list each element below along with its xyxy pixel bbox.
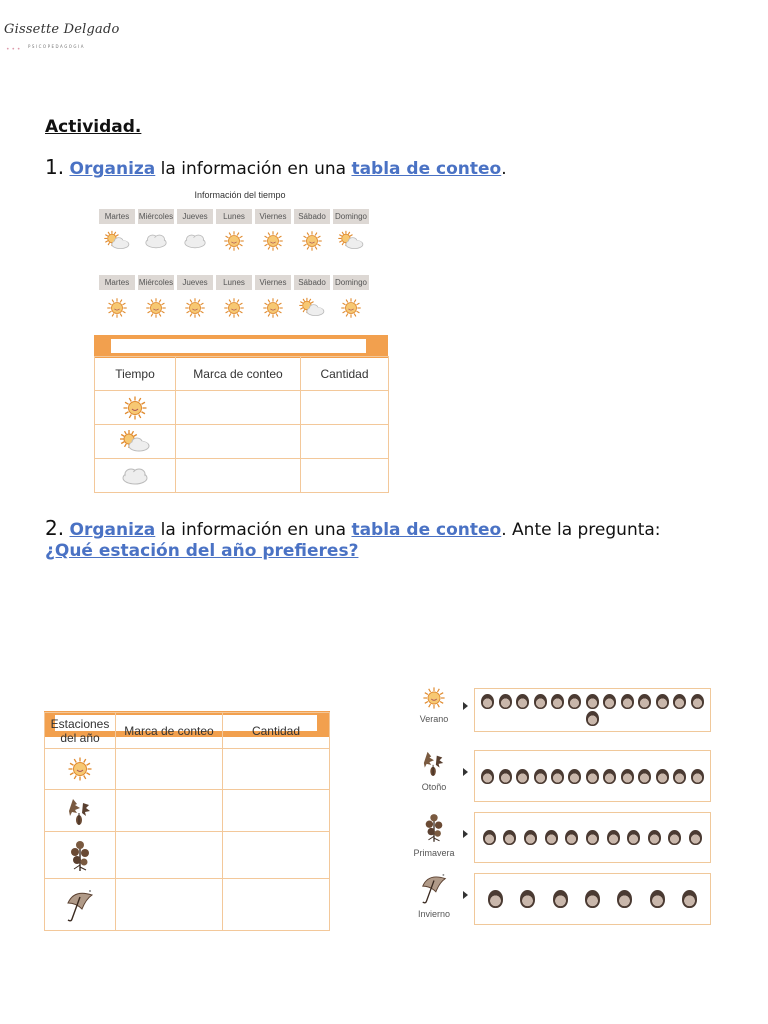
child-face — [481, 769, 494, 784]
sun-icon — [99, 295, 135, 321]
child-face — [520, 890, 535, 908]
sun-icon — [177, 295, 213, 321]
day-label: Domingo — [333, 209, 369, 224]
table2-count-cell[interactable] — [223, 790, 330, 832]
instruction-text-end: . Ante la pregunta: — [501, 520, 661, 540]
week2-icons — [99, 295, 369, 321]
table1 — [94, 356, 389, 493]
arrow-icon — [463, 768, 468, 776]
child-face — [488, 890, 503, 908]
season-label: Otoño — [421, 782, 447, 792]
week1-icons — [99, 228, 369, 254]
instruction-text: la información en una — [155, 520, 352, 540]
child-face — [565, 830, 578, 845]
child-face — [481, 694, 494, 709]
table2-tally-cell[interactable] — [116, 832, 223, 879]
child-face — [607, 830, 620, 845]
table1-tally-cell[interactable] — [176, 459, 301, 493]
child-face — [516, 694, 529, 709]
table1-count-cell[interactable] — [301, 459, 389, 493]
day-label: Lunes — [216, 209, 252, 224]
day-label: Miércoles — [138, 275, 174, 290]
sun-icon — [138, 295, 174, 321]
cloud-icon — [138, 228, 174, 254]
child-face — [648, 830, 661, 845]
season-label: Verano — [419, 714, 449, 724]
table2-tally-cell[interactable] — [116, 790, 223, 832]
logo-subtitle: PSICOPEDAGOGIA — [28, 44, 85, 49]
umbrella-icon — [45, 879, 115, 930]
season-question-link[interactable]: ¿Qué estación del año prefieres? — [45, 541, 359, 561]
table1-row-cloud — [95, 459, 176, 493]
sun-icon — [255, 228, 291, 254]
table1-header-tiempo: Tiempo — [95, 357, 176, 391]
child-face — [691, 694, 704, 709]
child-face — [673, 694, 686, 709]
child-face — [656, 694, 669, 709]
table2-count-cell[interactable] — [223, 879, 330, 931]
table2-row-spring — [45, 832, 116, 879]
child-face — [603, 694, 616, 709]
child-face — [545, 830, 558, 845]
child-face — [483, 830, 496, 845]
activity-heading: Actividad. — [45, 117, 142, 137]
instruction-text: la información en una — [155, 159, 352, 179]
season-invierno — [414, 871, 454, 919]
table2 — [44, 712, 330, 931]
sun-cloud-icon — [333, 228, 369, 254]
child-face — [586, 769, 599, 784]
child-face — [673, 769, 686, 784]
sun-icon — [255, 295, 291, 321]
child-face — [586, 830, 599, 845]
child-face — [551, 769, 564, 784]
cloud-icon — [95, 459, 175, 492]
sun-icon — [422, 686, 446, 714]
day-label: Martes — [99, 275, 135, 290]
child-face — [586, 694, 599, 709]
weather-info-title: Información del tiempo — [194, 190, 286, 200]
child-face — [568, 769, 581, 784]
faces-box — [474, 688, 711, 732]
table2-count-cell[interactable] — [223, 749, 330, 790]
child-face — [503, 830, 516, 845]
spring-flower-icon — [45, 832, 115, 878]
child-face — [534, 769, 547, 784]
table1-count-cell[interactable] — [301, 391, 389, 425]
child-face — [682, 890, 697, 908]
instruction-text-end: . — [501, 159, 507, 179]
table2-header-marca: Marca de conteo — [116, 713, 223, 749]
sun-icon — [216, 295, 252, 321]
tabla-conteo-link[interactable]: tabla de conteo — [351, 159, 502, 179]
sun-icon — [216, 228, 252, 254]
table2-count-cell[interactable] — [223, 832, 330, 879]
table2-row-autumn — [45, 790, 116, 832]
sun-cloud-icon — [294, 295, 330, 321]
child-face — [638, 769, 651, 784]
child-face — [689, 830, 702, 845]
table2-tally-cell[interactable] — [116, 879, 223, 931]
instruction-2 — [45, 516, 661, 540]
child-face — [656, 769, 669, 784]
child-face — [668, 830, 681, 845]
day-label: Domingo — [333, 275, 369, 290]
season-otoño — [414, 748, 454, 792]
autumn-leaves-icon — [45, 790, 115, 831]
season-verano — [414, 686, 454, 724]
child-face — [551, 694, 564, 709]
table1-tally-cell[interactable] — [176, 391, 301, 425]
table1-header-cantidad: Cantidad — [301, 357, 389, 391]
autumn-leaves-icon — [422, 748, 446, 782]
child-face — [524, 830, 537, 845]
child-face — [627, 830, 640, 845]
day-label: Sábado — [294, 275, 330, 290]
child-face — [585, 890, 600, 908]
child-face — [638, 694, 651, 709]
umbrella-icon — [419, 871, 449, 909]
sun-cloud-icon — [99, 228, 135, 254]
organiza-link[interactable]: Organiza — [69, 159, 156, 179]
child-face — [617, 890, 632, 908]
sun-icon — [333, 295, 369, 321]
day-label: Viernes — [255, 209, 291, 224]
table1-tally-cell[interactable] — [176, 425, 301, 459]
child-face — [499, 769, 512, 784]
arrow-icon — [463, 830, 468, 838]
table1-title-field[interactable] — [111, 339, 366, 353]
day-label: Martes — [99, 209, 135, 224]
cloud-icon — [177, 228, 213, 254]
week1-days — [99, 209, 369, 224]
faces-box — [474, 873, 711, 925]
day-label: Viernes — [255, 275, 291, 290]
faces-box — [474, 812, 711, 863]
table2-header-estaciones: Estaciones del año — [45, 713, 116, 749]
spring-flower-icon — [422, 810, 446, 848]
logo-signature: Gissette Delgado — [4, 22, 120, 37]
sun-cloud-icon — [95, 425, 175, 458]
day-label: Miércoles — [138, 209, 174, 224]
sun-icon — [45, 749, 115, 789]
instruction-1 — [45, 155, 507, 179]
table2-row-summer — [45, 749, 116, 790]
child-face — [621, 694, 634, 709]
table2-tally-cell[interactable] — [116, 749, 223, 790]
faces-box — [474, 750, 711, 802]
arrow-icon — [463, 891, 468, 899]
day-label: Jueves — [177, 275, 213, 290]
sun-icon — [294, 228, 330, 254]
child-face — [603, 769, 616, 784]
table1-row-suncloud — [95, 425, 176, 459]
tabla-conteo-link-2[interactable]: tabla de conteo — [351, 520, 502, 540]
child-face — [553, 890, 568, 908]
item-number: 2. — [45, 516, 65, 540]
table2-row-winter — [45, 879, 116, 931]
season-label: Invierno — [417, 909, 451, 919]
item-number: 1. — [45, 155, 65, 179]
table1-title-banner — [94, 335, 388, 358]
day-label: Sábado — [294, 209, 330, 224]
child-face — [650, 890, 665, 908]
arrow-icon — [463, 702, 468, 710]
child-face — [568, 694, 581, 709]
child-face — [586, 711, 599, 726]
child-face — [499, 694, 512, 709]
day-label: Jueves — [177, 209, 213, 224]
sun-icon — [95, 391, 175, 424]
logo-dots: • • • — [6, 46, 21, 53]
organiza-link-2[interactable]: Organiza — [69, 520, 156, 540]
child-face — [534, 694, 547, 709]
season-label: Primavera — [413, 848, 455, 858]
table1-header-marca: Marca de conteo — [176, 357, 301, 391]
child-face — [516, 769, 529, 784]
day-label: Lunes — [216, 275, 252, 290]
season-primavera — [414, 810, 454, 858]
child-face — [691, 769, 704, 784]
week2-days — [99, 275, 369, 290]
table1-row-sun — [95, 391, 176, 425]
table2-header-cantidad: Cantidad — [223, 713, 330, 749]
child-face — [621, 769, 634, 784]
table1-count-cell[interactable] — [301, 425, 389, 459]
